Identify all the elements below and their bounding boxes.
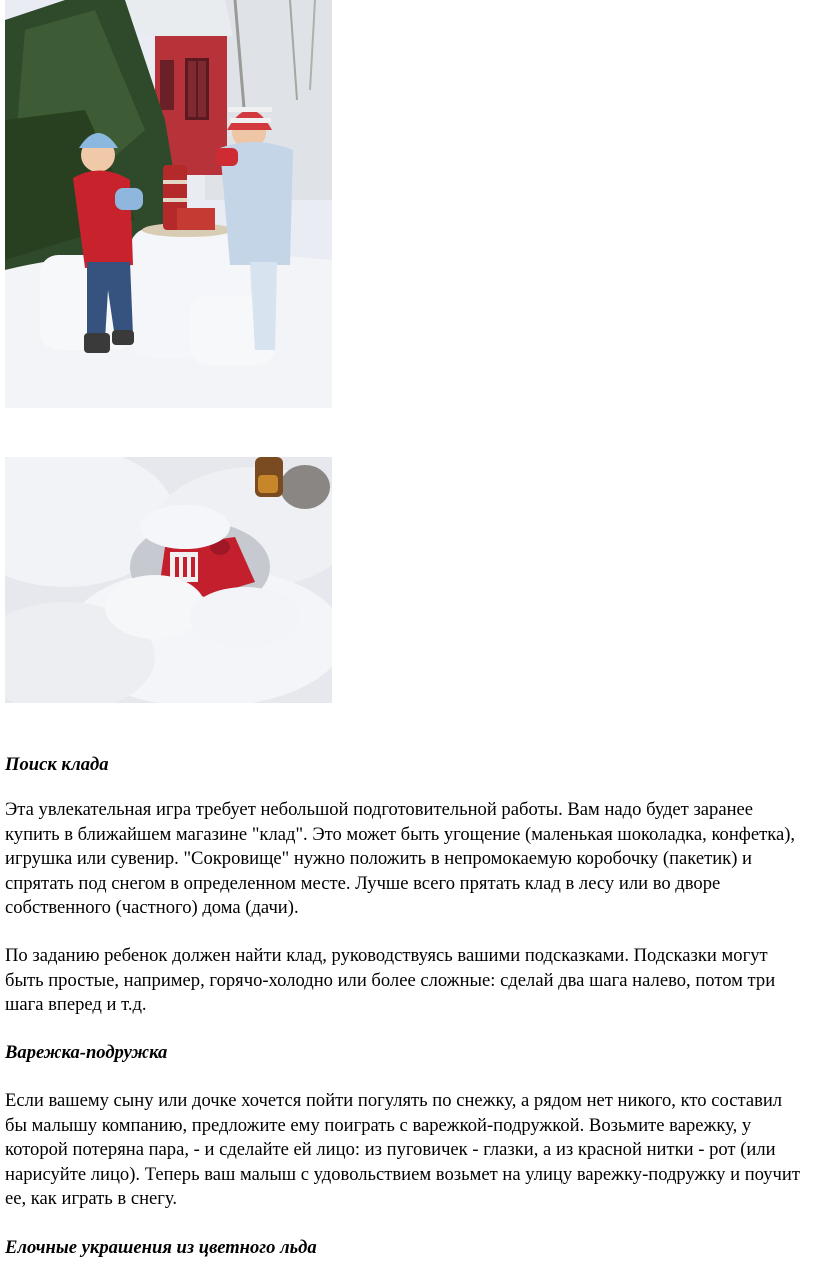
paragraph-text: Если вашему сыну или дочке хочется пойти погулять по снежку, а рядом нет никого, кто составил бы малышу компанию, предложите ему поиграть с варежкой-подружкой. Возьмите варежку, у которой потеряна пара, - и сделайте ей лицо: из пуговичек - глазки, а из красной нитки - рот (или нарисуйте лицо). Теперь ваш малыш с удовольствием возьмет на улицу варежку-подружку и поучит ее, как играть в снегу. — [5, 1090, 800, 1209]
paragraph-treasure-hints — [5, 944, 808, 1018]
paragraph-mitten — [5, 1089, 808, 1212]
section-heading-mitten-friend: Варежка-подружка — [5, 1042, 168, 1063]
treasure-in-snow-photo — [5, 457, 332, 703]
treasure-in-snow-illustration — [5, 457, 332, 703]
paragraph-text: Эта увлекательная игра требует небольшой подготовительной работы. Вам надо будет заранее купить в ближайшем магазине "клад". Это может быть угощение (маленькая шоколадка, конфетка), игрушка или сувенир. "Сокровище" нужно положить в непромокаемую коробочку (пакетик) и спрятать под снегом в определенном месте. Лучше всего прятать клад в лесу или во дворе собственного (частного) дома (дачи). — [5, 799, 796, 918]
paragraph-treasure-intro — [5, 798, 808, 921]
paragraph-text: По заданию ребенок должен найти клад, руководствуясь вашими подсказками. Подсказки могут быть простые, например, горячо-холодно или более сложные: сделай два шага налево, потом три шага вперед и т.д. — [5, 945, 776, 1015]
kids-snow-table-photo — [5, 0, 332, 408]
section-heading-treasure-hunt: Поиск клада — [5, 754, 109, 775]
kids-snow-table-illustration — [5, 0, 332, 408]
section-heading-ice-ornaments: Елочные украшения из цветного льда — [5, 1237, 317, 1258]
